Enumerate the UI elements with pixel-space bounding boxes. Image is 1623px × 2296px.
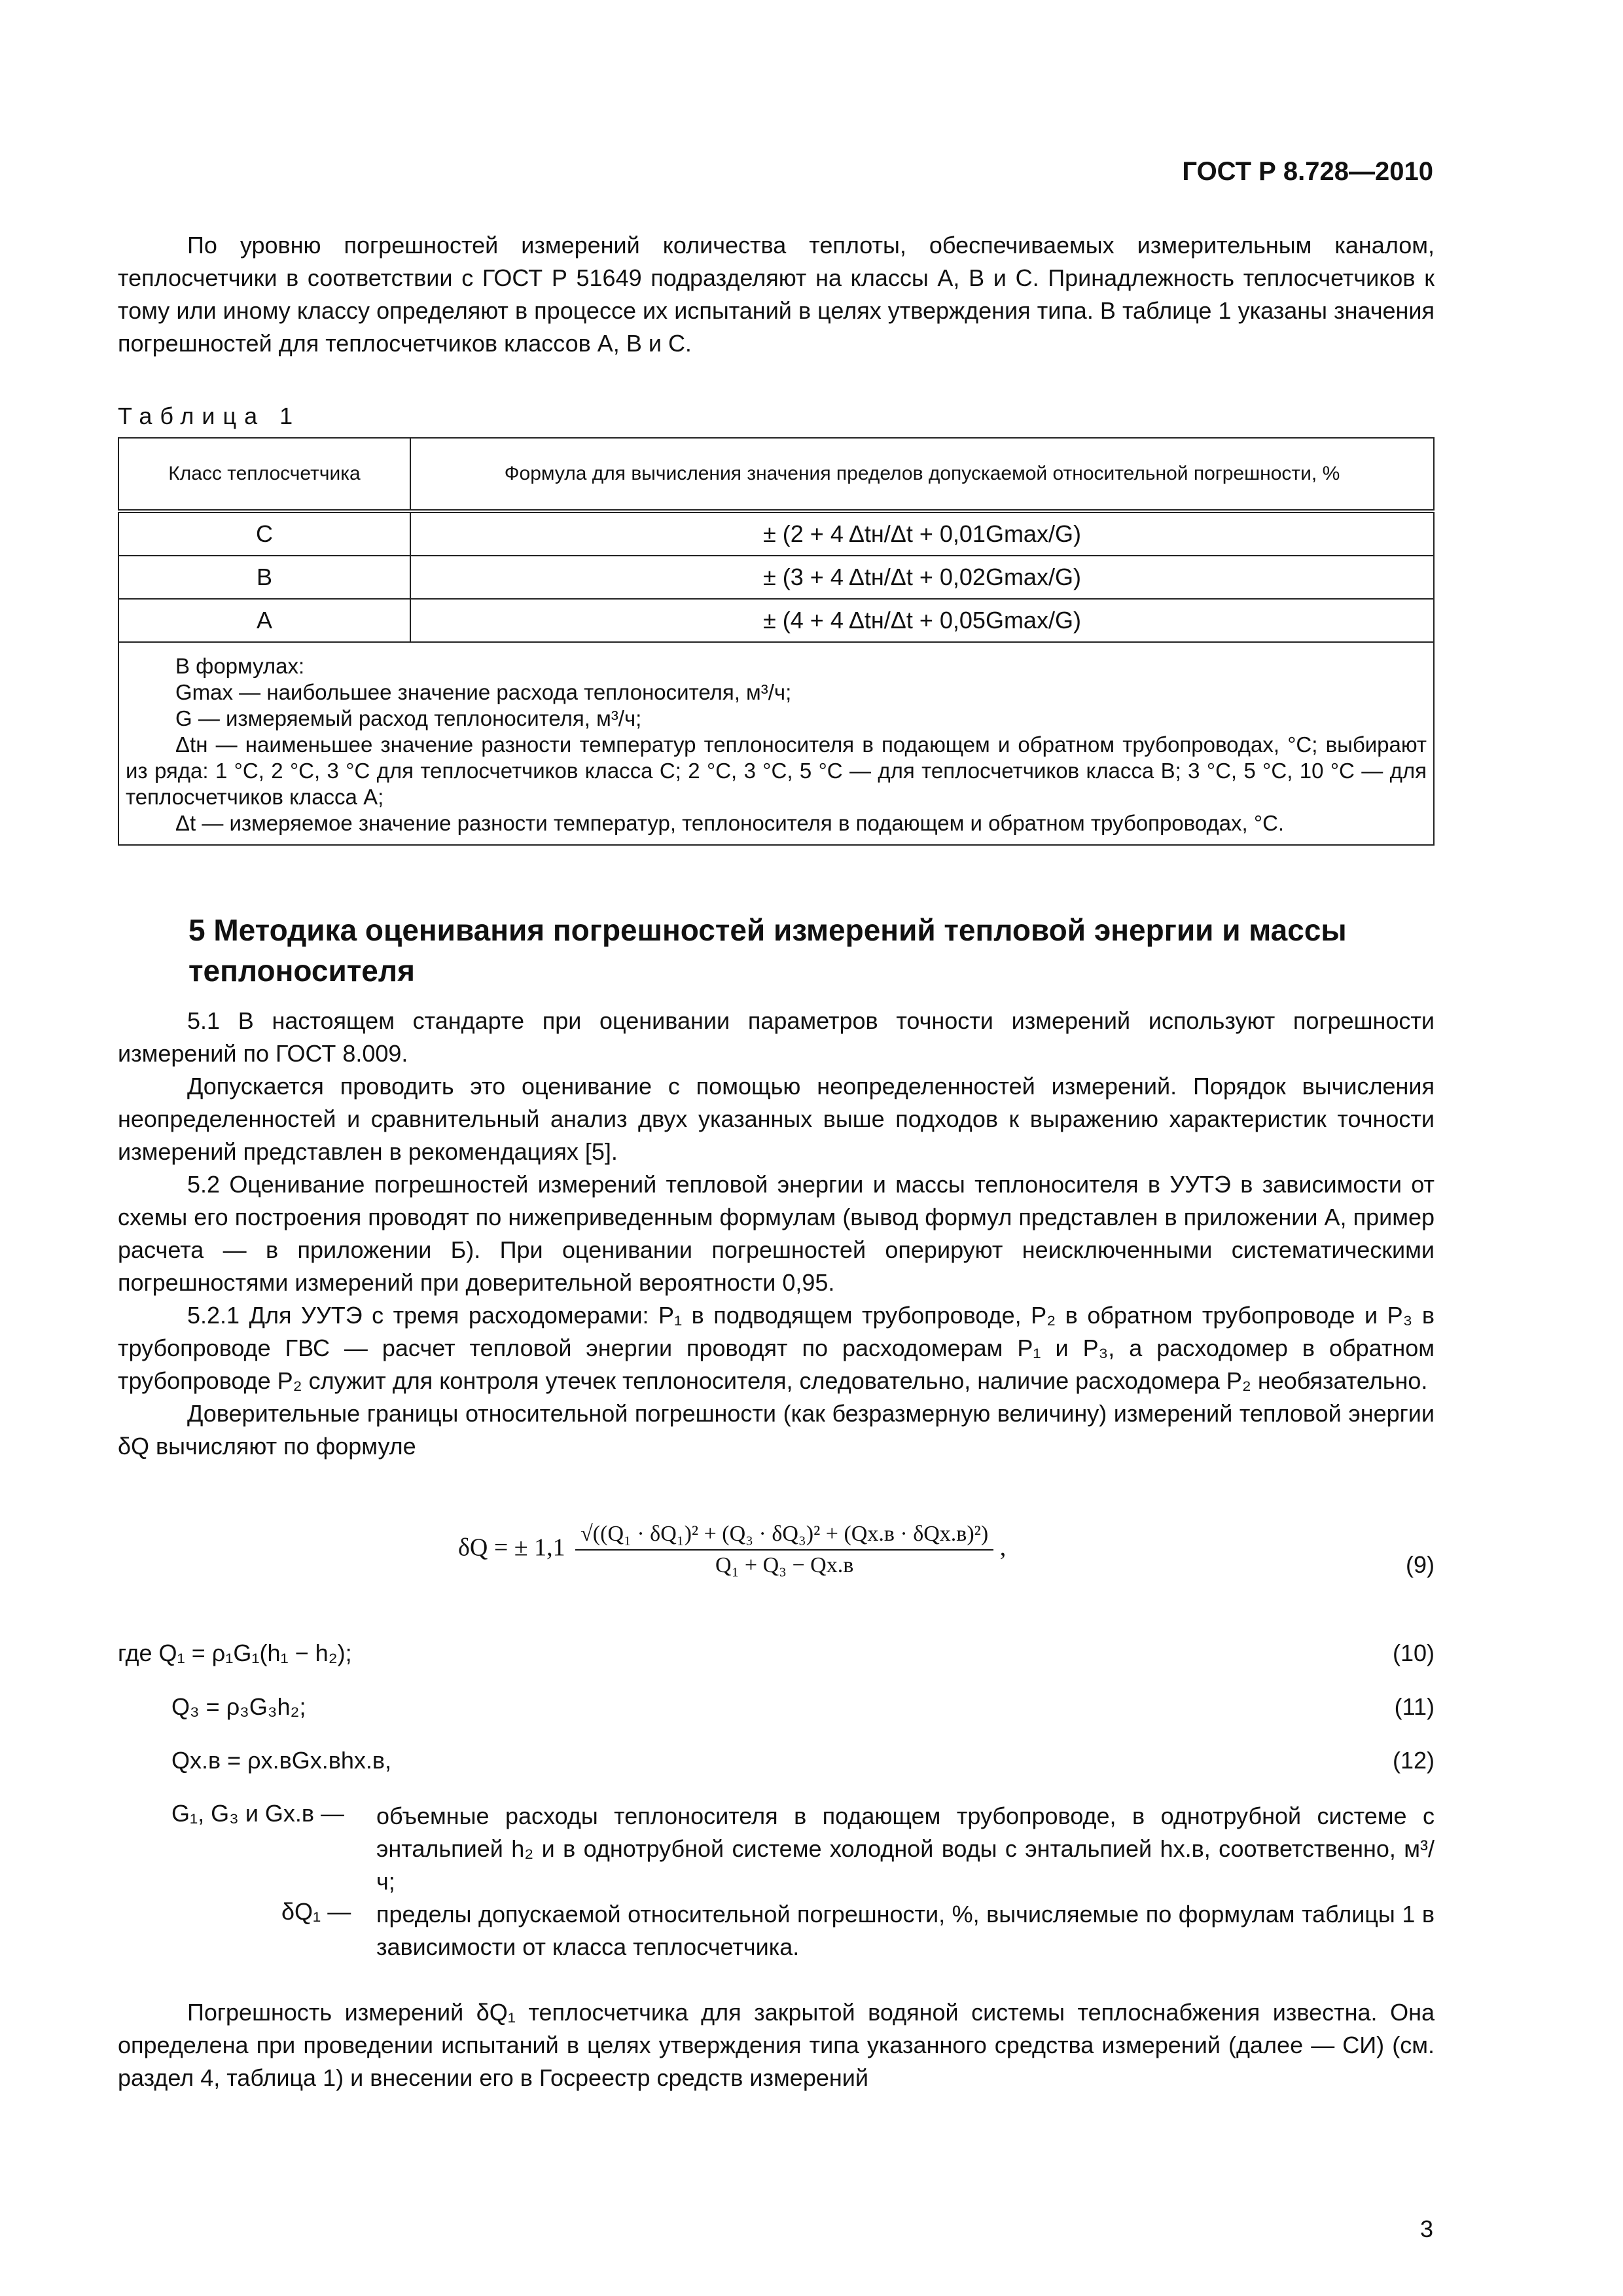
note-line: В формулах: [175,654,305,678]
eq9-lhs: δQ = ± 1,1 [458,1534,565,1562]
page-number: 3 [1419,2215,1433,2242]
table-header-formula: Формула для вычисления значения пределов допускаемой относительной погрешности, % [410,438,1434,511]
table-row [118,556,1434,599]
doc-code-header: ГОСТ Р 8.728—2010 [1182,157,1433,186]
eq9-number: (9) [1406,1551,1435,1578]
intro-paragraph [118,229,1435,360]
eq12-number: (12) [1392,1747,1435,1774]
table-1 [118,437,1435,846]
section-heading: 5 Методика оценивания погрешностей измерений тепловой энергии и массы теплоносителя [188,913,1347,988]
equation-12: Qх.в = ρх.вGх.вhх.в, [171,1747,392,1774]
eq11-number: (11) [1394,1693,1435,1720]
table-notes [118,642,1434,845]
formula-cell: ± (3 + 4 Δtн/Δt + 0,02Gmax/G) [410,556,1434,599]
paragraph: 5.1 В настоящем стандарте при оценивании параметров точности измерений используют погрешности измерений по ГОСТ 8.009. [118,1007,1435,1067]
paragraph: Доверительные границы относительной погрешности (как безразмерную величину) измерений тепловой энергии δQ вычисляют по формуле [118,1400,1435,1460]
table-row [118,599,1434,642]
eq9-denominator: Q₁ + Q₃ − Qх.в [715,1553,854,1577]
class-cell: A [118,599,410,642]
definition-term: G₁, G₃ и Gх.в — [171,1800,345,1827]
note-line: G — измеряемый расход теплоносителя, м³/ч; [175,706,642,730]
paragraph: 5.2 Оценивание погрешностей измерений тепловой энергии и массы теплоносителя в УУТЭ в зависимости от схемы его построения проводят по нижеприведенным формулам (вывод формул представлен в приложении A, пример расчета — в приложении Б). При оценивании погрешностей оперируют неисключенными систематическими погрешностями измерений при доверительной вероятности 0,95. [118,1171,1435,1296]
note-line: Δtн — наименьшее значение разности температур теплоносителя в подающем и обратном трубопроводах, °C; выбирают из ряда: 1 °C, 2 °C, 3 °C для теплосчетчиков класса C; 2 °C, 3 °C, 5 °C — для теплосчетчиков класса B; 3 °C, 5 °C, 10 °C — для теплосчетчиков класса A; [126,732,1427,809]
class-cell: B [118,556,410,599]
table-row [118,511,1434,556]
paragraph: 5.2.1 Для УУТЭ с тремя расходомерами: P₁ в подводящем трубопроводе, P₂ в обратном трубопроводе и P₃ в трубопроводе ГВС — расчет тепловой энергии проводят по расходомерам P₁ и P₃, а расходомер в обратном трубопроводе P₂ служит для контроля утечек теплоносителя, следовательно, наличие расходомера P₂ необязательно. [118,1302,1435,1394]
equation-11: Q₃ = ρ₃G₃h₂; [171,1693,306,1720]
definition-term: δQ₁ — [281,1898,351,1925]
section-body [118,1005,1435,1463]
formula-cell: ± (4 + 4 Δtн/Δt + 0,05Gmax/G) [410,599,1434,642]
equation-9: δQ = ± 1,1 √((Q₁ · δQ₁)² + (Q₃ · δQ₃)² + (Qх.в · δQх.в)²) Q₁ + Q₃ − Qх.в , [458,1522,1007,1577]
formula-cell: ± (2 + 4 Δtн/Δt + 0,01Gmax/G) [410,511,1434,556]
class-cell: C [118,511,410,556]
table-header-class: Класс теплосчетчика [118,438,410,511]
definition-text: объемные расходы теплоносителя в подающем трубопроводе, в однотрубной системе с энтальпией h₂ и в однотрубной системе холодной воды с энтальпией hх.в, соответственно, м³/ч; [376,1803,1435,1895]
eq9-numerator: √((Q₁ · δQ₁)² + (Q₃ · δQ₃)² + (Qх.в · δQх.в)²) [575,1522,993,1551]
equation-10: где Q₁ = ρ₁G₁(h₁ − h₂); [118,1640,352,1666]
paragraph: Погрешность измерений δQ₁ теплосчетчика для закрытой водяной системы теплоснабжения известна. Она определена при проведении испытаний в целях утверждения типа указанного средства измерений (далее — СИ) (см. раздел 4, таблица 1) и внесении его в Госреестр средств измерений [118,1999,1435,2091]
paragraph: Допускается проводить это оценивание с помощью неопределенностей измерений. Порядок вычисления неопределенностей и сравнительный анализ двух указанных выше подходов к выражению характеристик точности измерений представлен в рекомендациях [5]. [118,1073,1435,1165]
note-line: Gmax — наибольшее значение расхода теплоносителя, м³/ч; [175,680,792,704]
definition-text: пределы допускаемой относительной погрешности, %, вычисляемые по формулам таблицы 1 в зависимости от класса теплосчетчика. [376,1901,1435,1960]
table-caption: Таблица 1 [118,403,301,429]
note-line: Δt — измеряемое значение разности температур, теплоносителя в подающем и обратном трубопроводах, °C. [175,811,1285,835]
eq10-number: (10) [1392,1640,1435,1666]
final-paragraph [118,1996,1435,2094]
intro-text: По уровню погрешностей измерений количества теплоты, обеспечиваемых измерительным каналом, теплосчетчики в соответствии с ГОСТ Р 51649 подразделяют на классы A, B и C. Принадлежность теплосчетчиков к тому или иному классу определяют в процессе их испытаний в целях утверждения типа. В таблице 1 указаны значения погрешностей для теплосчетчиков классов A, B и C. [118,232,1435,357]
eq9-fraction [575,1522,993,1578]
